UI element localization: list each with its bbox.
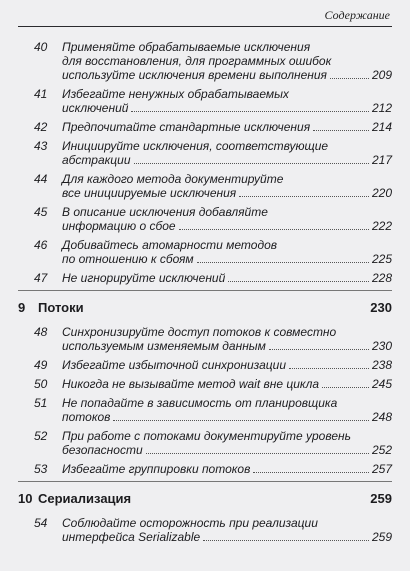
toc-entry[interactable] [18,120,392,134]
dot-leader [289,358,369,369]
entry-title-text: Не попадайте в зависимость от планировщика [62,396,338,410]
entry-body [62,172,392,200]
entry-page-number: 220 [371,186,392,200]
entry-title-text: все инициируемые исключения [62,186,237,200]
entry-page-number: 245 [371,377,392,391]
entry-line [62,40,392,54]
dot-leader [197,252,369,263]
entry-title-text: по отношению к сбоям [62,252,194,266]
entry-body [62,377,392,391]
entry-body [62,238,392,266]
entry-body [62,120,392,134]
chapter-number: 10 [18,491,33,506]
chapter-number: 9 [18,300,26,315]
toc-entry[interactable] [18,172,392,200]
entry-page-number: 217 [371,153,392,167]
entry-line [62,205,392,219]
chapter-heading-10[interactable] [18,491,392,506]
toc-entry[interactable] [18,396,392,424]
entry-number: 54 [34,516,48,530]
entry-line [62,358,392,372]
dot-leader [322,377,369,388]
entry-number: 41 [34,87,48,101]
toc-entry[interactable] [18,87,392,115]
dot-leader [179,219,369,230]
entry-page-number: 230 [371,339,392,353]
entry-page-number: 212 [371,101,392,115]
toc-group-serialization [18,516,392,544]
entry-title-text: Соблюдайте осторожность при реализации [62,516,318,530]
dot-leader [228,271,369,282]
entry-title-text: Не игнорируйте исключений [62,271,226,285]
entry-body [62,271,392,285]
entry-title-text: абстракции [62,153,131,167]
dot-leader [131,101,369,112]
entry-number: 53 [34,462,48,476]
entry-body [62,139,392,167]
entry-number: 40 [34,40,48,54]
entry-number: 44 [34,172,48,186]
entry-line [62,516,392,530]
entry-title-text: Применяйте обрабатываемые исключения [62,40,311,54]
entry-number: 43 [34,139,48,153]
dot-leader [330,68,369,79]
dot-leader [313,120,369,131]
entry-line [62,252,392,266]
entry-title-text: В описание исключения добавляйте [62,205,268,219]
entry-page-number: 228 [371,271,392,285]
toc-entry[interactable] [18,429,392,457]
entry-page-number: 214 [371,120,392,134]
entry-line [62,101,392,115]
entry-title-text: исключений [62,101,129,115]
running-header [18,6,392,27]
toc-entry[interactable] [18,462,392,476]
entry-line [62,186,392,200]
toc-entry[interactable] [18,139,392,167]
entry-title-text: При работе с потоками документируйте уровень [62,429,351,443]
toc-group-exceptions [18,40,392,285]
entry-line [62,139,392,153]
dot-leader [253,462,369,473]
toc-group-threads [18,325,392,476]
entry-page-number: 238 [371,358,392,372]
entry-body [62,358,392,372]
entry-title-text: для восстановления, для программных ошибок [62,54,332,68]
entry-line [62,325,392,339]
entry-title-text: информацию о сбое [62,219,176,233]
dot-leader [146,443,369,454]
chapter-divider [18,290,392,291]
entry-title-text: интерфейса Serializable [62,530,201,544]
entry-line [62,396,392,410]
entry-number: 42 [34,120,48,134]
entry-line [62,443,392,457]
entry-body [62,429,392,457]
entry-title-text: Избегайте группировки потоков [62,462,251,476]
chapter-page: 259 [370,491,392,506]
entry-title-text: Никогда не вызывайте метод wait вне цикла [62,377,320,391]
entry-body [62,40,392,82]
entry-number: 50 [34,377,48,391]
entry-number: 49 [34,358,48,372]
entry-title-text: Избегайте ненужных обрабатываемых [62,87,289,101]
entry-line [62,153,392,167]
entry-body [62,205,392,233]
chapter-divider [18,481,392,482]
entry-title-text: Добивайтесь атомарности методов [62,238,278,252]
toc-entry[interactable] [18,516,392,544]
entry-line [62,120,392,134]
entry-body [62,516,392,544]
dot-leader [269,339,369,350]
entry-body [62,462,392,476]
entry-title-text: безопасности [62,443,143,457]
entry-number: 52 [34,429,48,443]
toc-entry[interactable] [18,238,392,266]
entry-page-number: 252 [371,443,392,457]
entry-page-number: 248 [371,410,392,424]
entry-page-number: 259 [371,530,392,544]
entry-title-text: Избегайте избыточной синхронизации [62,358,287,372]
entry-body [62,87,392,115]
toc-entry[interactable] [18,377,392,391]
entry-title-text: Синхронизируйте доступ потоков к совместно [62,325,337,339]
toc-entry[interactable] [18,358,392,372]
entry-title-text: Инициируйте исключения, соответствующие [62,139,329,153]
entry-number: 47 [34,271,48,285]
entry-line [62,271,392,285]
entry-line [62,429,392,443]
entry-line [62,219,392,233]
header-title: Содержание [324,8,390,22]
dot-leader [203,530,369,541]
entry-body [62,396,392,424]
entry-title-text: Для каждого метода документируйте [62,172,284,186]
entry-title-text: используйте исключения времени выполнения [62,68,327,82]
entry-page-number: 257 [371,462,392,476]
chapter-heading-9[interactable] [18,300,392,315]
table-of-contents [18,40,392,549]
toc-entry[interactable] [18,205,392,233]
entry-line [62,530,392,544]
entry-page-number: 222 [371,219,392,233]
toc-entry[interactable] [18,325,392,353]
dot-leader [113,410,369,421]
dot-leader [134,153,369,164]
chapter-title: Сериализация [38,491,132,506]
entry-number: 46 [34,238,48,252]
entry-line [62,339,392,353]
entry-line [62,377,392,391]
dot-leader [239,186,369,197]
toc-entry[interactable] [18,271,392,285]
toc-entry[interactable] [18,40,392,82]
entry-line [62,172,392,186]
entry-title-text: потоков [62,410,111,424]
entry-number: 45 [34,205,48,219]
entry-line [62,410,392,424]
chapter-title: Потоки [38,300,84,315]
entry-page-number: 209 [371,68,392,82]
entry-line [62,462,392,476]
entry-line [62,238,392,252]
entry-title-text: используемым изменяемым данным [62,339,266,353]
entry-title-text: Предпочитайте стандартные исключения [62,120,311,134]
entry-line [62,68,392,82]
chapter-page: 230 [370,300,392,315]
entry-number: 51 [34,396,48,410]
entry-body [62,325,392,353]
entry-line [62,87,392,101]
entry-line [62,54,392,68]
entry-page-number: 225 [371,252,392,266]
entry-number: 48 [34,325,48,339]
